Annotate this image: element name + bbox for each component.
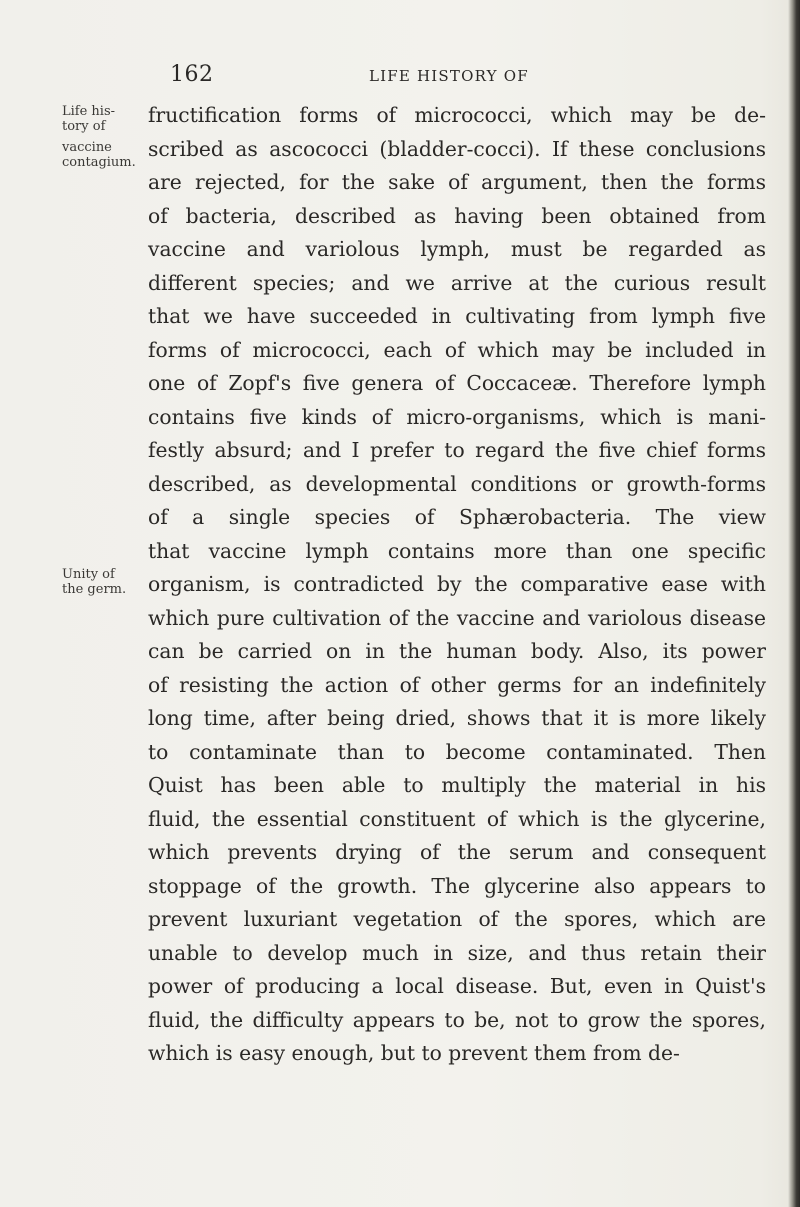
text-line: long time, after being dried, shows that it is more likely bbox=[148, 706, 766, 730]
sidenote-line: Unity of bbox=[62, 567, 115, 582]
text-line: vaccine and variolous lymph, must be regarded as bbox=[148, 237, 766, 261]
text-line: described, as developmental conditions or growth-forms bbox=[148, 471, 766, 496]
text-line: scribed as ascococci (bladder-cocci). If these conclusions bbox=[148, 136, 766, 161]
running-head: LIFE HISTORY OF bbox=[369, 67, 529, 85]
body-text bbox=[148, 99, 766, 1071]
text-line: power of producing a local disease. But, even in Quist's bbox=[148, 974, 766, 998]
text-line: of a single species of Sphærobacteria. The view bbox=[148, 505, 766, 529]
text-line: that we have succeeded in cultivating from lymph five bbox=[148, 304, 766, 328]
text-line: organism, is contradicted by the comparative ease with bbox=[148, 572, 766, 596]
sidenote-line: vaccine bbox=[62, 140, 112, 155]
text-line: fluid, the essential constituent of which is the glycerine, bbox=[148, 806, 766, 831]
text-line: of resisting the action of other germs for an indefinitely bbox=[148, 672, 766, 697]
sidenote-life-history bbox=[62, 104, 142, 170]
text-line: fructification forms of micrococci, which may be de- bbox=[148, 103, 766, 127]
sidenote-unity-of-germ bbox=[62, 567, 142, 597]
text-line: prevent luxuriant vegetation of the spores, which are bbox=[148, 907, 766, 931]
text-line: fluid, the difficulty appears to be, not to grow the spores, bbox=[148, 1007, 766, 1032]
text-line: Quist has been able to multiply the material in his bbox=[148, 773, 766, 797]
sidenote-line: the germ. bbox=[62, 582, 127, 597]
page-number: 162 bbox=[170, 62, 214, 87]
text-line: unable to develop much in size, and thus retain their bbox=[148, 940, 766, 965]
sidenote-line: contagium. bbox=[62, 155, 136, 170]
text-line: stoppage of the growth. The glycerine also appears to bbox=[148, 873, 766, 898]
text-line: one of Zopf's five genera of Coccaceæ. Therefore lymph bbox=[148, 371, 766, 395]
text-line: are rejected, for the sake of argument, then the forms bbox=[148, 170, 766, 194]
text-line: which prevents drying of the serum and consequent bbox=[148, 840, 766, 864]
text-line: which pure cultivation of the vaccine and variolous disease bbox=[148, 605, 766, 630]
text-line: can be carried on in the human body. Also, its power bbox=[148, 639, 766, 663]
text-line: which is easy enough, but to prevent them from de- bbox=[148, 1041, 680, 1065]
text-line: that vaccine lymph contains more than one specific bbox=[148, 538, 766, 563]
page-binding-edge bbox=[788, 0, 800, 1207]
text-line: of bacteria, described as having been obtained from bbox=[148, 203, 766, 228]
text-line: contains five kinds of micro-organisms, which is mani- bbox=[148, 404, 766, 429]
sidenote-line: tory of bbox=[62, 119, 106, 134]
text-line: forms of micrococci, each of which may be included in bbox=[148, 337, 766, 362]
text-line: festly absurd; and I prefer to regard the five chief forms bbox=[148, 438, 766, 462]
text-line: to contaminate than to become contaminated. Then bbox=[148, 739, 766, 764]
text-line: different species; and we arrive at the curious result bbox=[148, 270, 766, 295]
sidenote-line: Life his- bbox=[62, 104, 116, 119]
